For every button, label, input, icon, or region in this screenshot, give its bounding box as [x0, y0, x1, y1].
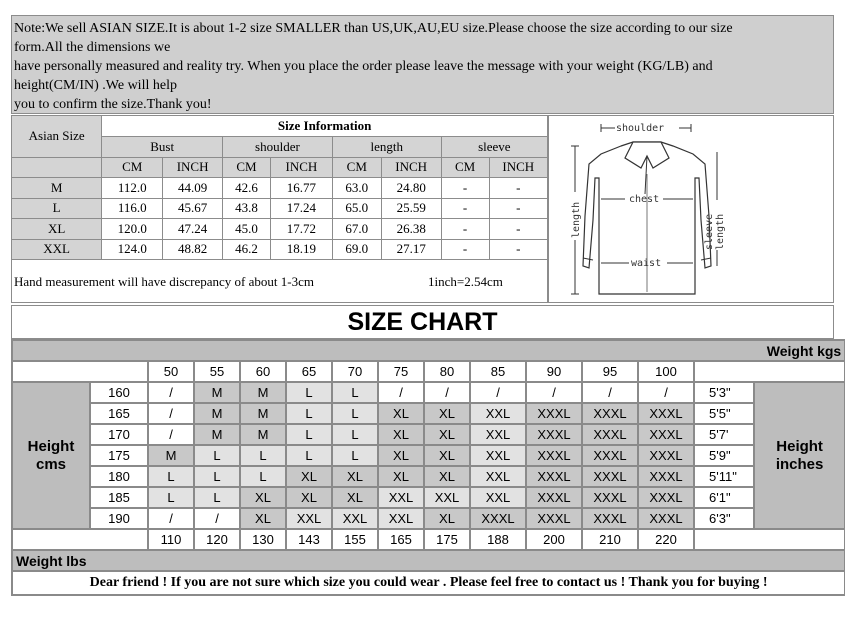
measurement-cell: 42.6 [223, 178, 271, 199]
measurement-disclaimer: Hand measurement will have discrepancy of about 1-3cm [14, 274, 314, 289]
unit-spacer [12, 157, 102, 178]
size-information-panel [11, 115, 548, 303]
size-cell: M [240, 424, 286, 445]
size-cell: XL [286, 466, 332, 487]
size-chart-row [12, 424, 845, 445]
height-inch-cell: 6'3" [694, 508, 754, 529]
size-cell: XL [286, 487, 332, 508]
size-chart-title: SIZE CHART [11, 305, 834, 339]
asian-size-cell: L [12, 198, 102, 219]
size-note [11, 15, 834, 114]
measurement-cell: 17.24 [270, 198, 332, 219]
size-cell: XL [332, 466, 378, 487]
measurement-cell: 46.2 [223, 239, 271, 260]
measurement-cell: 124.0 [102, 239, 163, 260]
asian-size-cell: M [12, 178, 102, 199]
measurement-cell: 120.0 [102, 219, 163, 240]
measurement-cell: - [441, 198, 489, 219]
size-cell: L [332, 445, 378, 466]
unit-header: INCH [489, 157, 547, 178]
weight-kg-cell: 90 [526, 361, 582, 382]
height-cm-cell: 185 [90, 487, 148, 508]
unit-header: INCH [163, 157, 223, 178]
measurement-cell: 67.0 [332, 219, 381, 240]
size-cell: XL [424, 403, 470, 424]
height-inch-cell: 5'7' [694, 424, 754, 445]
weight-kg-cell: 70 [332, 361, 378, 382]
size-cell: XXXL [638, 445, 694, 466]
weight-lb-cell: 210 [582, 529, 638, 550]
size-cell: XXXL [526, 424, 582, 445]
size-cell: XXXL [526, 445, 582, 466]
weight-kg-cell: 85 [470, 361, 526, 382]
size-cell: L [286, 382, 332, 403]
unit-header: INCH [381, 157, 441, 178]
shirt-diagram [548, 115, 834, 303]
size-cell: L [194, 487, 240, 508]
size-cell: L [240, 445, 286, 466]
measurement-cell: 48.82 [163, 239, 223, 260]
size-cell: XXXL [638, 466, 694, 487]
size-cell: M [148, 445, 194, 466]
size-cell: XXXL [526, 487, 582, 508]
size-cell: M [240, 403, 286, 424]
size-chart-row [12, 403, 845, 424]
length-header: length [332, 137, 441, 158]
size-cell: XXXL [470, 508, 526, 529]
weight-lb-cell: 165 [378, 529, 424, 550]
weight-lb-cell: 175 [424, 529, 470, 550]
sleeve-header: sleeve [441, 137, 547, 158]
size-chart-row [12, 445, 845, 466]
measurement-cell: 16.77 [270, 178, 332, 199]
waist-label: waist [631, 258, 662, 269]
size-cell: XL [424, 445, 470, 466]
note-line: you to confirm the size.Thank you! [14, 97, 212, 112]
measurement-cell: 17.72 [270, 219, 332, 240]
size-cell: XXXL [582, 403, 638, 424]
size-cell: XXXL [582, 487, 638, 508]
measurement-cell: 65.0 [332, 198, 381, 219]
size-cell: XXL [470, 466, 526, 487]
weight-lb-cell: 220 [638, 529, 694, 550]
sleeve-length-label: length [715, 213, 726, 250]
size-info-row [12, 219, 547, 240]
measurement-cell: 43.8 [223, 198, 271, 219]
size-cell: XL [332, 487, 378, 508]
size-cell: XL [240, 487, 286, 508]
measurement-cell: - [489, 219, 547, 240]
measurement-cell: 24.80 [381, 178, 441, 199]
size-cell: XL [240, 508, 286, 529]
size-cell: XXXL [638, 508, 694, 529]
size-cell: XL [378, 445, 424, 466]
weight-kg-cell: 60 [240, 361, 286, 382]
size-cell: XL [424, 466, 470, 487]
size-cell: L [332, 403, 378, 424]
size-cell: / [638, 382, 694, 403]
shirt-illustration [549, 116, 835, 304]
measurement-cell: 112.0 [102, 178, 163, 199]
weight-lb-cell: 155 [332, 529, 378, 550]
measurement-cell: 44.09 [163, 178, 223, 199]
size-cell: L [148, 466, 194, 487]
measurement-cell: 45.0 [223, 219, 271, 240]
size-cell: XXXL [582, 424, 638, 445]
unit-header: CM [102, 157, 163, 178]
size-cell: XXXL [526, 466, 582, 487]
lbs-row-end [694, 529, 845, 550]
unit-header: CM [223, 157, 271, 178]
size-cell: M [194, 403, 240, 424]
chest-label: chest [629, 194, 660, 205]
weight-lb-cell: 120 [194, 529, 240, 550]
size-cell: / [582, 382, 638, 403]
height-cm-cell: 180 [90, 466, 148, 487]
kg-row-spacer [12, 361, 148, 382]
size-information-title: Size Information [102, 116, 547, 137]
size-cell: XL [378, 424, 424, 445]
size-cell: XXXL [582, 508, 638, 529]
length-label: length [571, 201, 582, 238]
contact-message: Dear friend ! If you are not sure which size you could wear . Please feel free to contact us ! Thank you for buying ! [12, 571, 845, 595]
size-cell: XXXL [638, 403, 694, 424]
height-cms-label: Height cms [12, 382, 90, 529]
size-info-row [12, 239, 547, 260]
size-cell: L [194, 445, 240, 466]
lbs-row-spacer [12, 529, 148, 550]
weight-kg-cell: 95 [582, 361, 638, 382]
unit-header: CM [441, 157, 489, 178]
size-cell: XXXL [638, 424, 694, 445]
size-cell: XL [424, 424, 470, 445]
shoulder-header: shoulder [223, 137, 333, 158]
asian-size-cell: XL [12, 219, 102, 240]
size-cell: L [240, 466, 286, 487]
height-cm-cell: 170 [90, 424, 148, 445]
bust-header: Bust [102, 137, 223, 158]
size-cell: XXXL [526, 508, 582, 529]
weight-kgs-header: Weight kgs [12, 340, 845, 361]
size-chart-row [12, 382, 845, 403]
weight-kg-cell: 55 [194, 361, 240, 382]
shoulder-label: shoulder [616, 123, 665, 134]
measurement-cell: - [441, 178, 489, 199]
measurement-cell: 47.24 [163, 219, 223, 240]
height-inch-cell: 5'5" [694, 403, 754, 424]
size-info-row [12, 178, 547, 199]
asian-size-cell: XXL [12, 239, 102, 260]
size-cell: / [148, 424, 194, 445]
measurement-cell: 26.38 [381, 219, 441, 240]
size-cell: / [148, 382, 194, 403]
measurement-cell: 69.0 [332, 239, 381, 260]
size-cell: XXXL [638, 487, 694, 508]
size-cell: M [240, 382, 286, 403]
measurement-cell: - [489, 198, 547, 219]
size-cell: L [332, 382, 378, 403]
sleeve-label: sleeve [704, 213, 715, 250]
size-cell: XL [378, 466, 424, 487]
height-inch-cell: 5'9" [694, 445, 754, 466]
size-cell: / [526, 382, 582, 403]
size-cell: L [286, 445, 332, 466]
weight-kg-cell: 65 [286, 361, 332, 382]
size-cell: L [148, 487, 194, 508]
size-cell: XXXL [582, 466, 638, 487]
size-cell: XXL [286, 508, 332, 529]
measurement-cell: 45.67 [163, 198, 223, 219]
unit-header: INCH [270, 157, 332, 178]
weight-kg-cell: 80 [424, 361, 470, 382]
size-chart-row [12, 466, 845, 487]
size-cell: M [194, 424, 240, 445]
weight-lb-cell: 110 [148, 529, 194, 550]
weight-kg-cell: 100 [638, 361, 694, 382]
height-cm-cell: 160 [90, 382, 148, 403]
measurement-cell: 18.19 [270, 239, 332, 260]
size-chart-row [12, 508, 845, 529]
size-cell: XL [378, 403, 424, 424]
weight-kg-cell: 50 [148, 361, 194, 382]
size-cell: / [148, 403, 194, 424]
size-cell: XXL [332, 508, 378, 529]
size-cell: XXL [378, 508, 424, 529]
size-cell: XXL [424, 487, 470, 508]
weight-lb-cell: 188 [470, 529, 526, 550]
weight-lb-cell: 130 [240, 529, 286, 550]
size-cell: L [332, 424, 378, 445]
size-cell: / [378, 382, 424, 403]
weight-lbs-header: Weight lbs [12, 550, 845, 571]
weight-lb-cell: 200 [526, 529, 582, 550]
weight-kg-cell: 75 [378, 361, 424, 382]
kg-row-end [694, 361, 845, 382]
measurement-cell: 27.17 [381, 239, 441, 260]
size-cell: XXXL [526, 403, 582, 424]
height-inch-cell: 5'11" [694, 466, 754, 487]
measurement-cell: - [441, 239, 489, 260]
height-cm-cell: 165 [90, 403, 148, 424]
measurement-cell: 25.59 [381, 198, 441, 219]
size-cell: XXL [470, 403, 526, 424]
size-cell: XXL [378, 487, 424, 508]
size-chart-table [11, 339, 845, 596]
size-cell: XXXL [582, 445, 638, 466]
measurement-cell: - [489, 178, 547, 199]
size-info-row [12, 198, 547, 219]
size-cell: L [194, 466, 240, 487]
size-cell: L [286, 403, 332, 424]
size-cell: XXL [470, 445, 526, 466]
size-cell: / [194, 508, 240, 529]
size-chart-row [12, 487, 845, 508]
size-cell: / [470, 382, 526, 403]
note-line: height(CM/IN) .We will help [14, 78, 177, 93]
measurement-cell: - [489, 239, 547, 260]
height-inch-cell: 6'1" [694, 487, 754, 508]
height-inches-label: Height inches [754, 382, 845, 529]
weight-lb-cell: 143 [286, 529, 332, 550]
height-cm-cell: 175 [90, 445, 148, 466]
size-cell: XXL [470, 487, 526, 508]
measurement-cell: 63.0 [332, 178, 381, 199]
size-information-table [12, 116, 547, 260]
asian-size-header: Asian Size [12, 116, 102, 157]
size-cell: / [148, 508, 194, 529]
note-line: Note:We sell ASIAN SIZE.It is about 1-2 size SMALLER than US,UK,AU,EU size.Please choose the size according to our size [14, 21, 733, 36]
note-line: form.All the dimensions we [14, 40, 171, 55]
note-line: have personally measured and reality try. When you place the order please leave the message with your weight (KG/LB) and [14, 59, 713, 74]
size-cell: L [286, 424, 332, 445]
size-cell: M [194, 382, 240, 403]
size-cell: XL [424, 508, 470, 529]
inch-conversion: 1inch=2.54cm [428, 274, 503, 289]
height-cm-cell: 190 [90, 508, 148, 529]
unit-header: CM [332, 157, 381, 178]
measurement-cell: 116.0 [102, 198, 163, 219]
size-cell: / [424, 382, 470, 403]
measurement-cell: - [441, 219, 489, 240]
size-cell: XXL [470, 424, 526, 445]
height-inch-cell: 5'3" [694, 382, 754, 403]
